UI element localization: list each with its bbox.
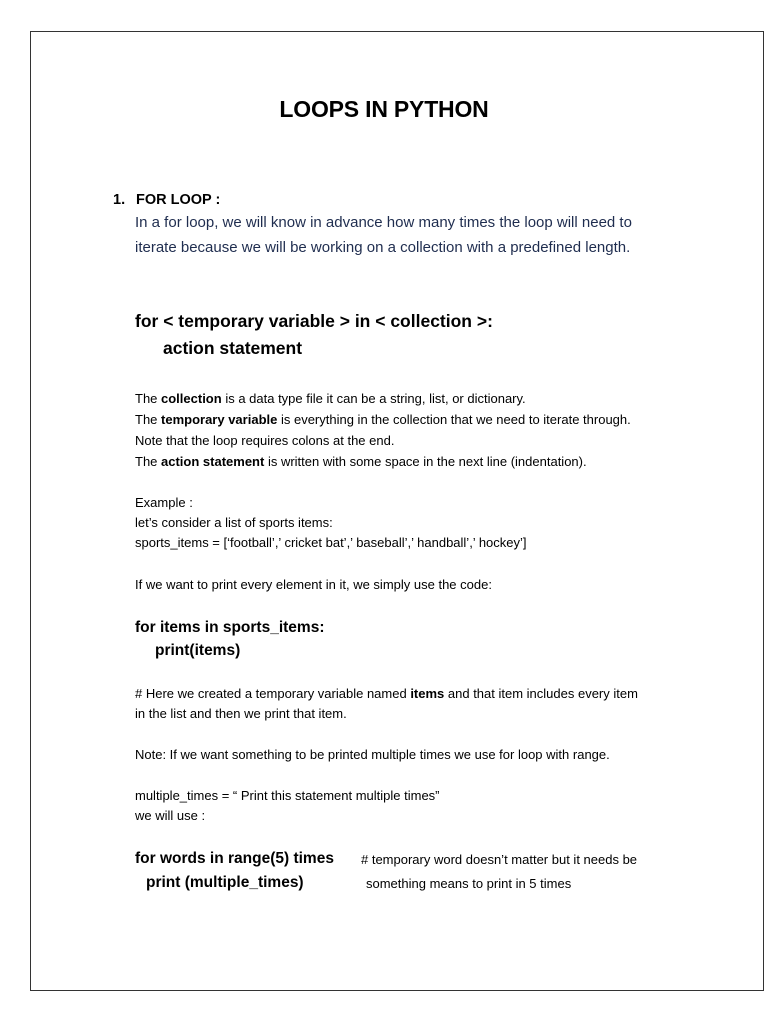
- page-border: [30, 31, 764, 991]
- explanation-line-2: in the list and then we print that item.: [135, 706, 347, 721]
- code2-line-1: for words in range(5) times: [135, 850, 334, 867]
- code2-comment-2: something means to print in 5 times: [366, 876, 572, 891]
- code2-line-2: print (multiple_times): [146, 874, 304, 891]
- multiple-assign: multiple_times = “ Print this statement multiple times”: [135, 788, 440, 803]
- intro-line-1: In a for loop, we will know in advance how many times the loop will need to: [135, 214, 632, 231]
- note-colons: Note that the loop requires colons at the end.: [135, 433, 395, 448]
- code1-line-2: print(items): [155, 642, 241, 659]
- note-range: Note: If we want something to be printed multiple times we use for loop with range.: [135, 747, 610, 762]
- example-consider: let’s consider a list of sports items:: [135, 515, 333, 530]
- example-label: Example :: [135, 495, 193, 510]
- definition-action-statement: The action statement is written with some space in the next line (indentation).: [135, 454, 587, 469]
- multiple-will-use: we will use :: [135, 808, 206, 823]
- code1-line-1: for items in sports_items:: [135, 619, 325, 636]
- section-label: FOR LOOP :: [136, 192, 221, 208]
- code2-comment-1: # temporary word doesn’t matter but it needs be: [361, 852, 638, 867]
- section-number: 1.: [113, 192, 126, 208]
- example-print-intro: If we want to print every element in it, we simply use the code:: [135, 577, 492, 592]
- intro-line-2: iterate because we will be working on a collection with a predefined length.: [135, 239, 631, 256]
- page-title: LOOPS IN PYTHON: [279, 96, 489, 122]
- syntax-line-2: action statement: [163, 338, 303, 358]
- syntax-line-1: for < temporary variable > in < collection >:: [135, 311, 493, 331]
- explanation-line-1: # Here we created a temporary variable named items and that item includes every item: [135, 686, 638, 701]
- definition-collection: The collection is a data type file it can be a string, list, or dictionary.: [135, 391, 526, 406]
- example-list: sports_items = [‘football’,’ cricket bat’,’ baseball’,’ handball’,’ hockey’]: [135, 535, 527, 550]
- definition-temporary-variable: The temporary variable is everything in the collection that we need to iterate through.: [135, 412, 631, 427]
